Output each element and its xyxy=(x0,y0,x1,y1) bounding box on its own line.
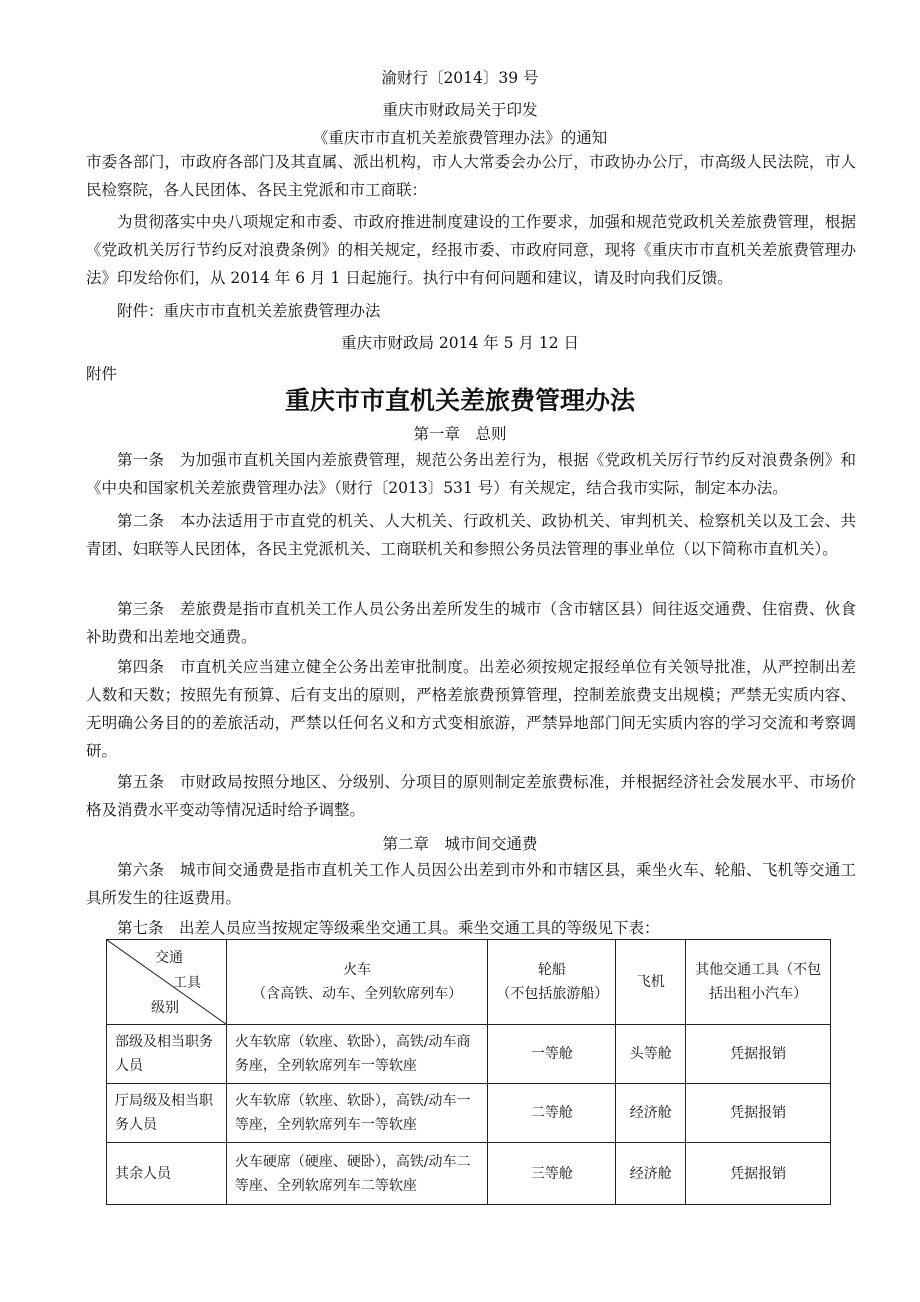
row-plane: 经济舱 xyxy=(616,1143,686,1205)
notice-body: 为贯彻落实中央八项规定和市委、市政府推进制度建设的工作要求，加强和规范党政机关差旅费管理，根据《党政机关厉行节约反对浪费条例》的相关规定，经报市委、市政府同意，现将《重庆市市直机关差旅费管理办法》印发给你们，从 2014 年 6 月 1 日起施行。执行中有何问题和建议，请及时向我们反馈。 xyxy=(86,213,856,287)
article-5: 第五条 市财政局按照分地区、分级别、分项目的原则制定差旅费标准，并根据经济社会发展水平、市场价格及消费水平变动等情况适时给予调整。 xyxy=(86,773,856,819)
header-plane: 飞机 xyxy=(616,940,686,1025)
header-train-note: （含高铁、动车、全列软席列车） xyxy=(252,986,463,1002)
row-train: 火车软席（软座、软卧），高铁/动车一等座，全列软席列车一等软座 xyxy=(226,1084,488,1143)
article-1: 第一条 为加强市直机关国内差旅费管理，规范公务出差行为，根据《党政机关厉行节约反对浪费条例》和《中央和国家机关差旅费管理办法》（财行〔2013〕531 号）有关规定，结合我市实际，制定本办法。 xyxy=(86,451,856,497)
attachment-line: 附件：重庆市市直机关差旅费管理办法 xyxy=(117,302,381,320)
row-ship: 一等舱 xyxy=(488,1025,616,1084)
signature: 重庆市财政局 2014 年 5 月 12 日 xyxy=(340,334,580,352)
doc-number: 渝财行〔2014〕39 号 xyxy=(381,69,539,87)
corner-label-middle: 工具 xyxy=(173,975,201,991)
row-ship: 二等舱 xyxy=(488,1084,616,1143)
table-row xyxy=(107,1084,831,1143)
article-4: 第四条 市直机关应当建立健全公务出差审批制度。出差必须按规定报经单位有关领导批准，从严控制出差人数和天数；按照先有预算、后有支出的原则，严格差旅费预算管理，控制差旅费支出规模；严禁无实质内容、无明确公务目的的差旅活动，严禁以任何名义和方式变相旅游，严禁异地部门间无实质内容的学习交流和考察调研。 xyxy=(86,658,856,760)
row-plane: 头等舱 xyxy=(616,1025,686,1084)
article-3: 第三条 差旅费是指市直机关工作人员公务出差所发生的城市（含市辖区县）间往返交通费、住宿费、伙食补助费和出差地交通费。 xyxy=(86,600,856,646)
regulation-title: 重庆市市直机关差旅费管理办法 xyxy=(284,386,635,415)
row-other: 凭据报销 xyxy=(686,1143,831,1205)
row-level: 其余人员 xyxy=(107,1143,227,1205)
table-corner-cell xyxy=(107,940,227,1025)
row-ship: 三等舱 xyxy=(488,1143,616,1205)
notice-title: 《重庆市市直机关差旅费管理办法》的通知 xyxy=(312,129,608,147)
transport-grade-table xyxy=(106,939,831,1205)
chapter-2-heading: 第二章 城市间交通费 xyxy=(382,835,538,853)
header-train xyxy=(226,940,488,1025)
header-ship-note: （不包括旅游船） xyxy=(496,986,609,1002)
row-level: 厅局级及相当职务人员 xyxy=(107,1084,227,1143)
attachment-label: 附件 xyxy=(86,365,118,383)
corner-label-bottom: 级别 xyxy=(151,1000,179,1016)
header-train-label: 火车 xyxy=(343,962,372,978)
row-plane: 经济舱 xyxy=(616,1084,686,1143)
notice-recipients: 市委各部门，市政府各部门及其直属、派出机构，市人大常委会办公厅，市政协办公厅，市高级人民法院，市人民检察院，各人民团体、各民主党派和市工商联： xyxy=(86,153,856,199)
header-ship xyxy=(488,940,616,1025)
issuer-line: 重庆市财政局关于印发 xyxy=(382,101,538,119)
article-7: 第七条 出差人员应当按规定等级乘坐交通工具。乘坐交通工具的等级见下表： xyxy=(117,919,660,937)
row-level: 部级及相当职务人员 xyxy=(107,1025,227,1084)
table-row xyxy=(107,1025,831,1084)
row-other: 凭据报销 xyxy=(686,1084,831,1143)
header-ship-label: 轮船 xyxy=(537,962,566,978)
row-other: 凭据报销 xyxy=(686,1025,831,1084)
header-other: 其他交通工具（不包括出租小汽车） xyxy=(686,940,831,1025)
row-train: 火车软席（软座、软卧），高铁/动车商务座，全列软席列车一等软座 xyxy=(226,1025,488,1084)
article-6: 第六条 城市间交通费是指市直机关工作人员因公出差到市外和市辖区县，乘坐火车、轮船、飞机等交通工具所发生的往返费用。 xyxy=(86,861,856,907)
table-header-row xyxy=(107,940,831,1025)
corner-label-top: 交通 xyxy=(155,950,183,966)
chapter-1-heading: 第一章 总则 xyxy=(413,425,507,443)
article-2: 第二条 本办法适用于市直党的机关、人大机关、行政机关、政协机关、审判机关、检察机关以及工会、共青团、妇联等人民团体，各民主党派机关、工商联机关和参照公务员法管理的事业单位（以下简称市直机关）。 xyxy=(86,512,856,558)
table-row xyxy=(107,1143,831,1205)
row-train: 火车硬席（硬座、硬卧），高铁/动车二等座、全列软席列车二等软座 xyxy=(226,1143,488,1205)
